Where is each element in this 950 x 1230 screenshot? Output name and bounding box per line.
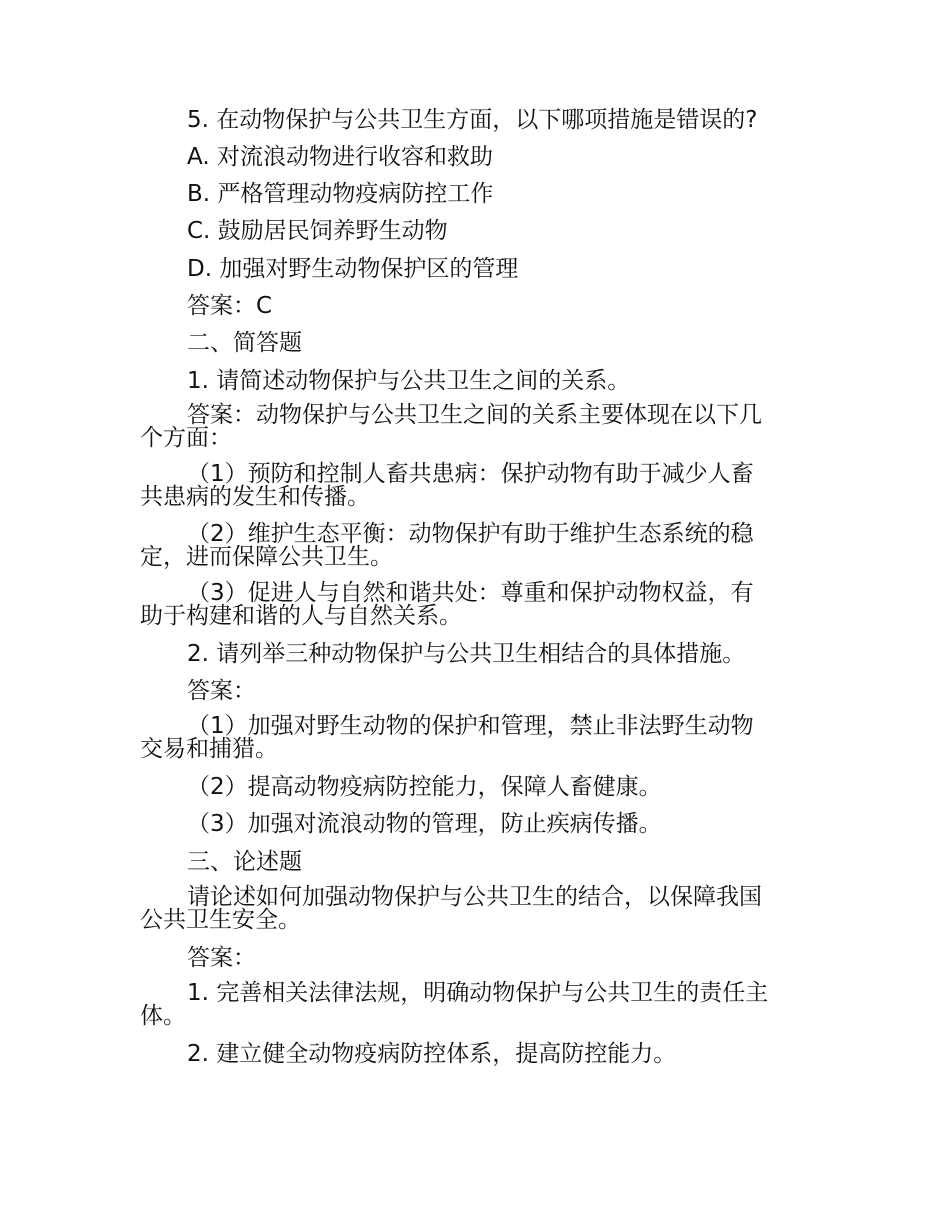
point-2-line-1: （2）维护生态平衡：动物保护有助于维护生态系统的稳 <box>187 521 754 547</box>
essay-question <box>140 886 762 932</box>
answer-line-1: 答案：动物保护与公共卫生之间的关系主要体现在以下几 <box>187 402 762 428</box>
short-answer-question-1: 1. 请简述动物保护与公共卫生之间的关系。 <box>187 368 631 394</box>
essay-question-line-1: 请论述如何加强动物保护与公共卫生的结合，以保障我国 <box>187 884 762 910</box>
answer-label-essay: 答案： <box>187 945 256 971</box>
measure-1 <box>140 715 754 761</box>
question-5: 5. 在动物保护与公共卫生方面，以下哪项措施是错误的? <box>187 107 758 133</box>
answer-line-2: 个方面： <box>140 425 232 451</box>
point-2-line-2: 定，进而保障公共卫生。 <box>140 544 393 570</box>
essay-question-line-2: 公共卫生安全。 <box>140 907 301 933</box>
relation-point-2 <box>140 523 754 569</box>
measure-1-line-2: 交易和捕猎。 <box>140 736 278 762</box>
short-answer-question-2: 2. 请列举三种动物保护与公共卫生相结合的具体措施。 <box>187 641 746 667</box>
point-1-line-1: （1）预防和控制人畜共患病：保护动物有助于减少人畜 <box>187 461 754 487</box>
essay-item-1-line-1: 1. 完善相关法律法规，明确动物保护与公共卫生的责任主 <box>187 980 769 1006</box>
measure-1-line-1: （1）加强对野生动物的保护和管理，禁止非法野生动物 <box>187 713 754 739</box>
answer-q5: 答案：C <box>187 293 273 319</box>
relation-point-1 <box>140 463 754 509</box>
measure-3: （3）加强对流浪动物的管理，防止疾病传播。 <box>187 811 662 837</box>
option-d: D. 加强对野生动物保护区的管理 <box>187 256 519 282</box>
relation-point-3 <box>140 582 754 628</box>
option-a: A. 对流浪动物进行收容和救助 <box>187 144 493 170</box>
option-b: B. 严格管理动物疫病防控工作 <box>187 181 494 207</box>
answer-label-q2: 答案： <box>187 678 256 704</box>
essay-item-1 <box>140 982 768 1028</box>
point-3-line-2: 助于构建和谐的人与自然关系。 <box>140 603 462 629</box>
essay-item-1-line-2: 体。 <box>140 1003 186 1029</box>
section-2-heading: 二、简答题 <box>187 330 302 356</box>
essay-item-2: 2. 建立健全动物疫病防控体系，提高防控能力。 <box>187 1041 677 1067</box>
measure-2: （2）提高动物疫病防控能力，保障人畜健康。 <box>187 774 662 800</box>
section-3-heading: 三、论述题 <box>187 849 302 875</box>
point-1-line-2: 共患病的发生和传播。 <box>140 484 370 510</box>
short-answer-1-answer <box>140 404 762 450</box>
point-3-line-1: （3）促进人与自然和谐共处：尊重和保护动物权益，有 <box>187 580 754 606</box>
option-c: C. 鼓励居民饲养野生动物 <box>187 218 448 244</box>
